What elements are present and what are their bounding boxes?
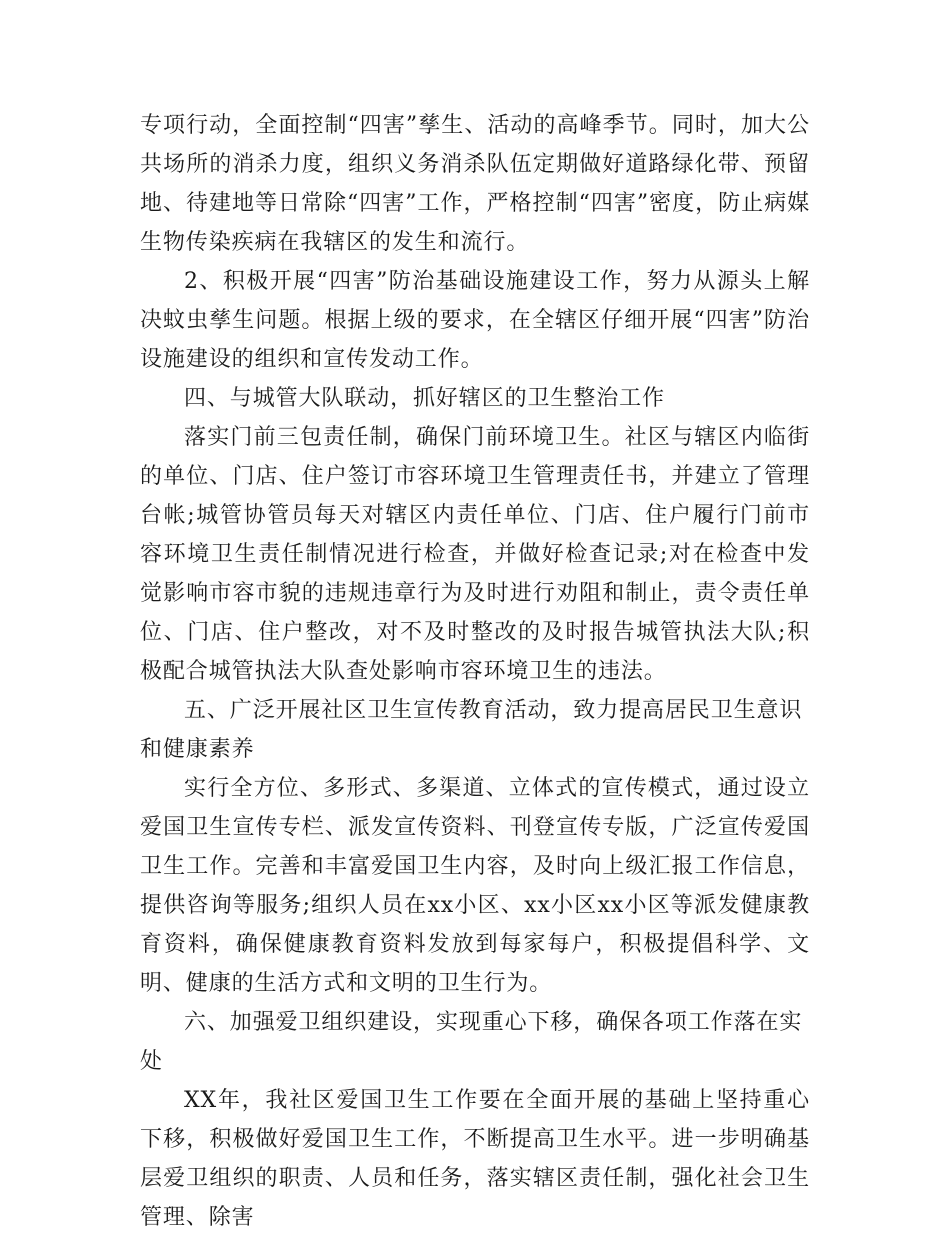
paragraph-section-5-body: 实行全方位、多形式、多渠道、立体式的宣传模式，通过设立爱国卫生宣传专栏、派发宣传资料、刊登宣传专版，广泛宣传爱国卫生工作。完善和丰富爱国卫生内容，及时向上级汇报工作信息，提供咨询等服务;组织人员在xx小区、xx小区xx小区等派发健康教育资料，确保健康教育资料发放到每家每户，积极提倡科学、文明、健康的生活方式和文明的卫生行为。 [140,776,810,996]
document-body [140,106,810,1237]
paragraph-section-6-body: XX年，我社区爱国卫生工作要在全面开展的基础上坚持重心下移，积极做好爱国卫生工作，不断提高卫生水平。进一步明确基层爱卫组织的职责、人员和任务，落实辖区责任制，强化社会卫生管理、除害 [140,1088,810,1230]
section-heading-5: 五、广泛开展社区卫生宣传教育活动，致力提高居民卫生意识和健康素养 [140,698,803,762]
section-heading-6: 六、加强爱卫组织建设，实现重心下移，确保各项工作落在实处 [140,1010,803,1074]
paragraph-continuation: 专项行动，全面控制“四害”孳生、活动的高峰季节。同时，加大公共场所的消杀力度，组织义务消杀队伍定期做好道路绿化带、预留地、待建地等日常除“四害”工作，严格控制“四害”密度，防止病媒生物传染疾病在我辖区的发生和流行。 [140,113,810,255]
section-heading-4: 四、与城管大队联动，抓好辖区的卫生整治工作 [184,386,665,411]
paragraph-section-4-body: 落实门前三包责任制，确保门前环境卫生。社区与辖区内临街的单位、门店、住户签订市容环境卫生管理责任书，并建立了管理台帐;城管协管员每天对辖区内责任单位、门店、住户履行门前市容环境卫生责任制情况进行检查，并做好检查记录;对在检查中发觉影响市容市貌的违规违章行为及时进行劝阻和制止，责令责任单位、门店、住户整改，对不及时整改的及时报告城管执法大队;积极配合城管执法大队查处影响市容环境卫生的违法。 [140,425,810,684]
paragraph-item-2: 2、积极开展“四害”防治基础设施建设工作，努力从源头上解决蚊虫孳生问题。根据上级的要求，在全辖区仔细开展“四害”防治设施建设的组织和宣传发动工作。 [140,269,810,372]
